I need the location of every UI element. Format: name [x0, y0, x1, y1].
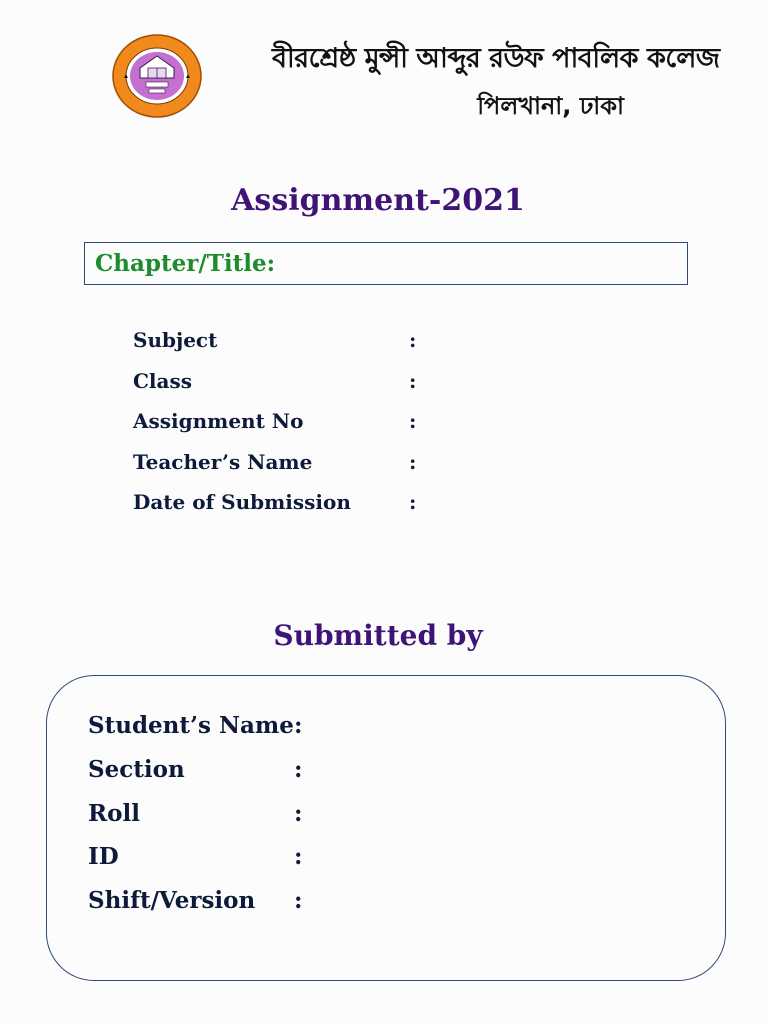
- assignment-info-list: [133, 328, 433, 531]
- student-label: Shift/Version: [88, 887, 256, 915]
- student-colon: :: [294, 843, 303, 871]
- student-colon: :: [294, 799, 303, 827]
- college-name: বীরশ্রেষ্ঠ মুন্সী আব্দুর রউফ পাবলিক কলেজ: [272, 43, 720, 74]
- info-label: Date of Submission: [133, 490, 351, 514]
- info-colon: :: [409, 449, 417, 474]
- info-label: Teacher’s Name: [133, 449, 313, 474]
- chapter-title-label: Chapter/Title:: [95, 250, 276, 277]
- info-colon: :: [409, 328, 417, 352]
- student-row-roll: [88, 800, 328, 844]
- info-label: Subject: [133, 328, 218, 352]
- student-label: Roll: [88, 799, 140, 827]
- student-colon: :: [294, 755, 303, 783]
- student-label: Student’s Name: [88, 712, 294, 739]
- assignment-title: Assignment-2021: [231, 183, 525, 218]
- info-colon: :: [409, 409, 417, 433]
- info-row-assignment-no: [133, 409, 433, 450]
- info-row-subject: [133, 328, 433, 369]
- student-colon: :: [294, 887, 303, 915]
- info-row-class: [133, 369, 433, 410]
- student-label: ID: [88, 843, 119, 871]
- info-row-date-of-submission: [133, 490, 433, 531]
- info-row-teacher-name: [133, 450, 433, 491]
- chapter-title-field[interactable]: [84, 242, 688, 285]
- college-location: পিলখানা, ঢাকা: [477, 92, 624, 120]
- college-logo: [112, 34, 202, 118]
- student-info-list: [88, 712, 328, 931]
- info-colon: :: [409, 490, 417, 514]
- student-colon: :: [294, 712, 303, 739]
- student-label: Section: [88, 755, 185, 783]
- info-colon: :: [409, 368, 417, 393]
- student-row-shift-version: [88, 887, 328, 931]
- student-row-section: [88, 756, 328, 800]
- student-row-name: [88, 712, 328, 756]
- info-label: Class: [133, 368, 192, 393]
- info-label: Assignment No: [133, 409, 304, 433]
- student-row-id: [88, 843, 328, 887]
- submitted-by-title: Submitted by: [273, 619, 483, 652]
